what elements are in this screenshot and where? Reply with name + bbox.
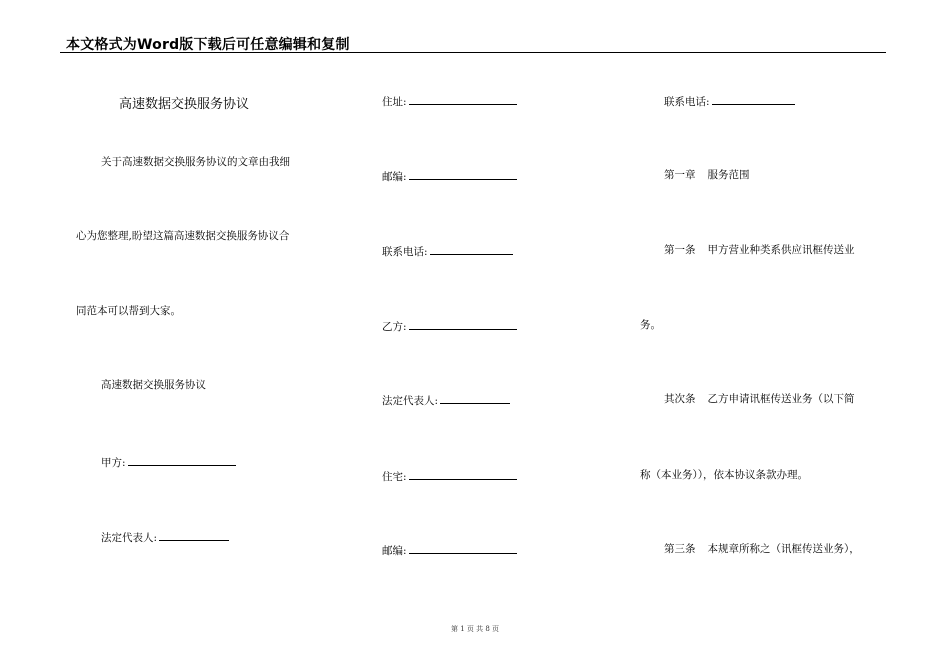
intro-line-2: 心为您整理,盼望这篇高速数据交换服务协议合 xyxy=(76,230,290,242)
postcode-b-field xyxy=(382,542,517,558)
phone-b-blank xyxy=(712,93,795,105)
chapter-heading xyxy=(664,168,750,182)
article-3-number: 第三条 xyxy=(664,543,696,555)
article-2-number: 其次条 xyxy=(664,393,696,405)
residence-field xyxy=(382,468,517,484)
chapter-number: 第一章 xyxy=(664,169,696,181)
article-1-continued: 务。 xyxy=(640,319,661,331)
article-3-text: 本规章所称之（讯框传送业务）， xyxy=(707,543,860,555)
chapter-title: 服务范围 xyxy=(707,169,750,181)
header-divider xyxy=(60,52,886,53)
legal-rep-a-label: 法定代表人: xyxy=(101,532,158,544)
postcode-b-blank xyxy=(409,542,517,554)
intro-line-3: 同范本可以帮到大家。 xyxy=(76,305,181,317)
party-b-field xyxy=(382,318,517,334)
page-number: 第 1 页 共 8 页 xyxy=(450,625,500,633)
party-a-label: 甲方: xyxy=(101,457,126,469)
phone-b-label: 联系电话: xyxy=(664,96,710,108)
article-1-text: 甲方营业种类系供应讯框传送业 xyxy=(707,244,855,256)
intro-line-1: 关于高速数据交换服务协议的文章由我细 xyxy=(101,156,290,168)
article-1-number: 第一条 xyxy=(664,244,696,256)
legal-rep-a-blank xyxy=(159,529,229,541)
legal-rep-a-field xyxy=(101,529,229,545)
article-3 xyxy=(664,542,860,556)
residence-blank xyxy=(409,468,517,480)
postcode-b-label: 邮编: xyxy=(382,545,407,557)
article-1 xyxy=(664,243,855,257)
document-title: 高速数据交换服务协议 xyxy=(119,97,250,112)
phone-a-blank xyxy=(430,243,513,255)
address-label: 住址: xyxy=(382,96,407,108)
legal-rep-b-blank xyxy=(440,392,510,404)
address-blank xyxy=(409,93,517,105)
party-b-blank xyxy=(409,318,517,330)
article-2-continued: 称（本业务）），依本协议条款办理。 xyxy=(640,469,808,481)
header-title: 本文格式为Word版下载后可任意编辑和复制 xyxy=(66,37,350,53)
postcode-field xyxy=(382,168,517,184)
party-a-field xyxy=(101,454,236,470)
postcode-label: 邮编: xyxy=(382,171,407,183)
legal-rep-b-label: 法定代表人: xyxy=(382,395,439,407)
article-2 xyxy=(664,392,855,406)
postcode-blank xyxy=(409,168,517,180)
phone-a-label: 联系电话: xyxy=(382,246,428,258)
phone-b-field xyxy=(664,93,795,109)
legal-rep-b-field xyxy=(382,392,510,408)
phone-a-field xyxy=(382,243,513,259)
agreement-heading: 高速数据交换服务协议 xyxy=(101,379,206,391)
party-a-blank xyxy=(128,454,236,466)
residence-label: 住宅: xyxy=(382,471,407,483)
address-field xyxy=(382,93,517,109)
party-b-label: 乙方: xyxy=(382,321,407,333)
article-2-text: 乙方申请讯框传送业务（以下简 xyxy=(707,393,855,405)
